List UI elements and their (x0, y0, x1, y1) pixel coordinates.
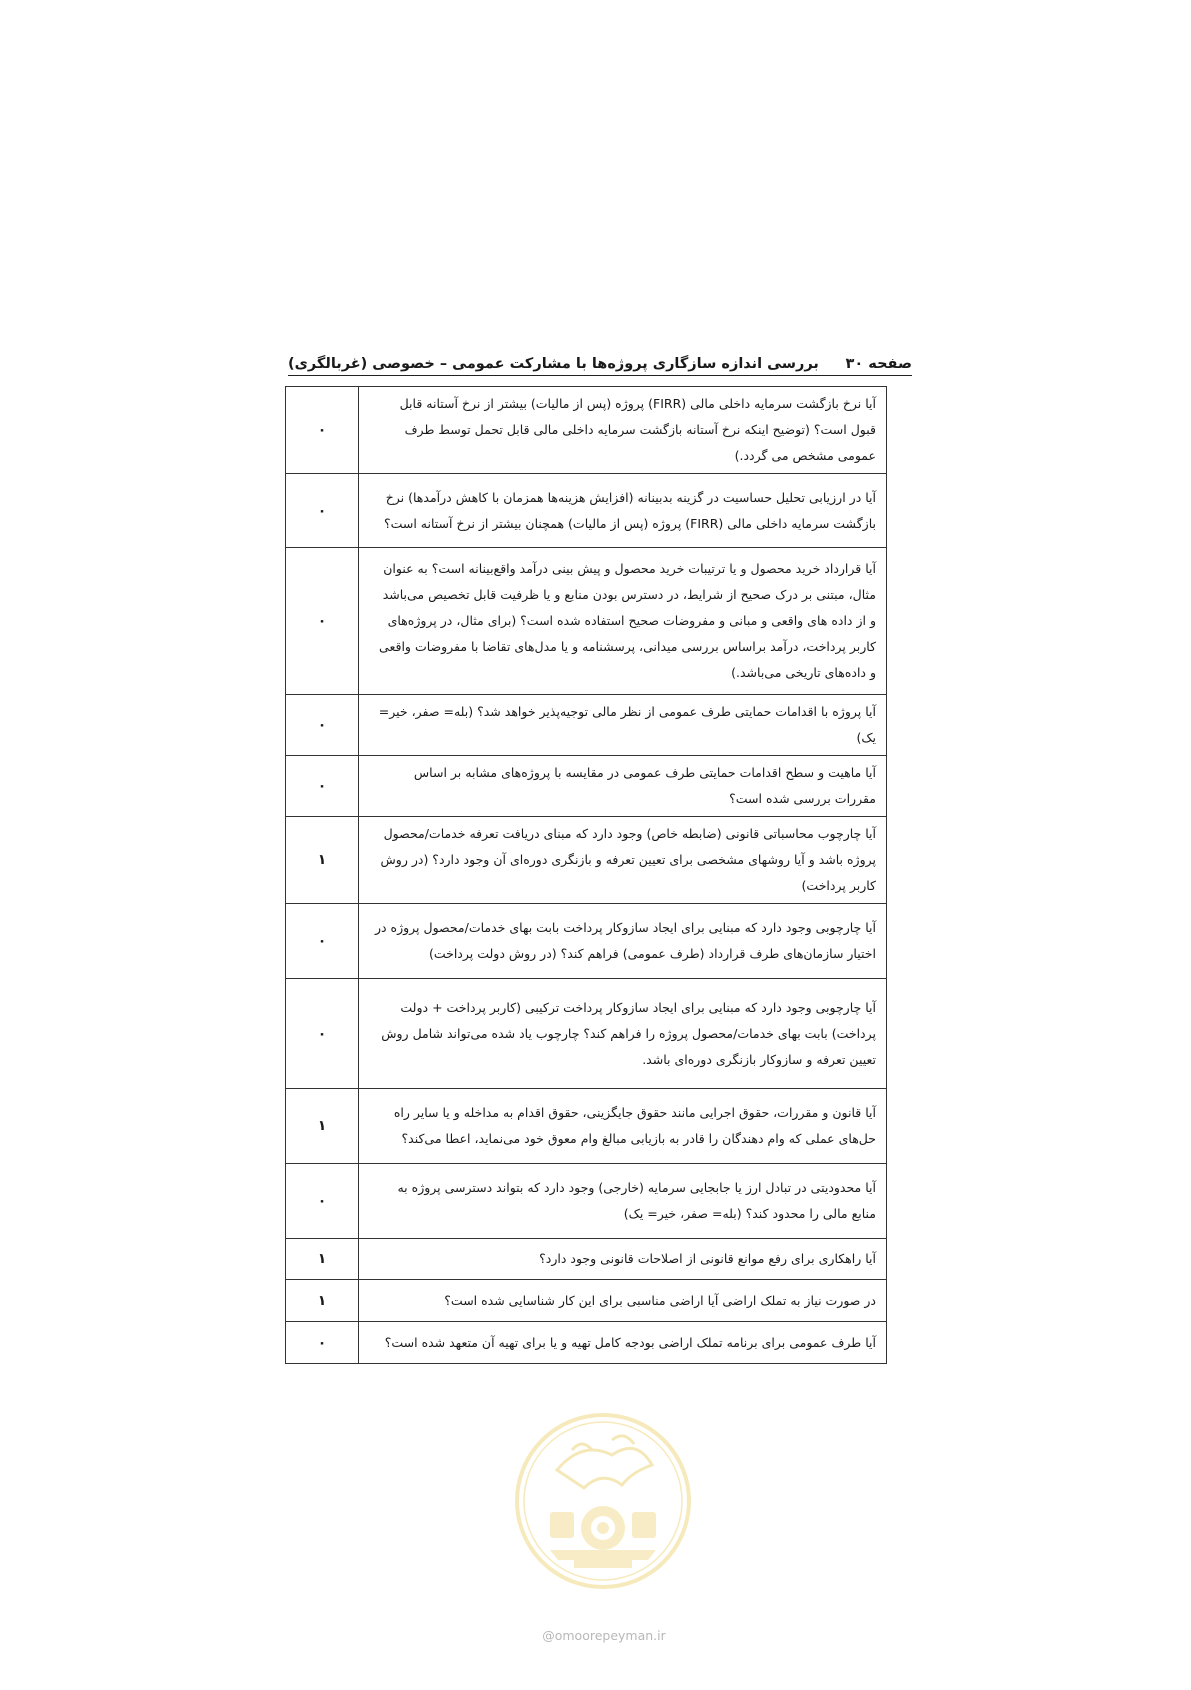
score-cell: ۰ (286, 1322, 359, 1364)
question-cell: آیا چارچوبی وجود دارد که مبنایی برای ایجاد سازوکار پرداخت ترکیبی (کاربر پرداخت + دولت پرداخت) بابت بهای خدمات/محصول پروژه را فراهم کند؟ چارچوب یاد شده می‌تواند شامل روش تعیین تعرفه و سازوکار بازنگری دوره‌ای باشد. (359, 979, 887, 1089)
score-cell: ۰ (286, 548, 359, 695)
question-cell: آیا نرخ بازگشت سرمایه داخلی مالی (FIRR) پروژه (پس از مالیات) بیشتر از نرخ آستانه قابل قبول است؟ (توضیح اینکه نرخ آستانه بازگشت سرمایه داخلی مالی قابل تحمل توسط طرف عمومی مشخص می گردد.) (359, 387, 887, 474)
score-cell: ۱ (286, 1089, 359, 1164)
score-cell: ۱ (286, 817, 359, 904)
score-cell: ۰ (286, 695, 359, 756)
table-row (286, 695, 887, 756)
table-row (286, 387, 887, 474)
table-row (286, 1239, 887, 1280)
table-row (286, 1322, 887, 1364)
score-cell: ۱ (286, 1239, 359, 1280)
question-cell: آیا پروژه با اقدامات حمایتی طرف عمومی از نظر مالی توجیه‌پذیر خواهد شد؟ (بله= صفر، خیر= یک) (359, 695, 887, 756)
site-watermark: @omoorepeyman.ir (542, 1628, 666, 1643)
score-cell: ۰ (286, 1164, 359, 1239)
question-cell: آیا ماهیت و سطح اقدامات حمایتی طرف عمومی در مقایسه با پروژه‌های مشابه بر اساس مقررات بررسی شده است؟ (359, 756, 887, 817)
table-row (286, 548, 887, 695)
score-cell: ۰ (286, 474, 359, 548)
question-cell: در صورت نیاز به تملک اراضی آیا اراضی مناسبی برای این کار شناسایی شده است؟ (359, 1280, 887, 1322)
question-cell: آیا در ارزیابی تحلیل حساسیت در گزینه بدبینانه (افزایش هزینه‌ها همزمان با کاهش درآمدها) نرخ بازگشت سرمایه داخلی مالی (FIRR) پروژه (پس از مالیات) همچنان بیشتر از نرخ آستانه است؟ (359, 474, 887, 548)
page-header (288, 352, 912, 376)
table-row (286, 474, 887, 548)
score-cell: ۰ (286, 387, 359, 474)
table-row (286, 904, 887, 979)
score-cell: ۰ (286, 756, 359, 817)
score-cell: ۰ (286, 904, 359, 979)
table-row (286, 756, 887, 817)
table-row (286, 1164, 887, 1239)
score-cell: ۱ (286, 1280, 359, 1322)
score-cell: ۰ (286, 979, 359, 1089)
question-cell: آیا چارچوب محاسباتی قانونی (ضابطه خاص) وجود دارد که مبنای دریافت تعرفه خدمات/محصول پروژه باشد و آیا روشهای مشخصی برای تعیین تعرفه و بازنگری دوره‌ای آن وجود دارد؟ (در روش کاربر پرداخت) (359, 817, 887, 904)
table-row (286, 817, 887, 904)
page-title: بررسی اندازه سازگاری پروژه‌ها با مشارکت عمومی – خصوصی (غربالگری) (288, 356, 819, 372)
table-row (286, 1089, 887, 1164)
table-row (286, 979, 887, 1089)
question-cell: آیا طرف عمومی برای برنامه تملک اراضی بودجه کامل تهیه و یا برای تهیه آن متعهد شده است؟ (359, 1322, 887, 1364)
table-row (286, 1280, 887, 1322)
question-cell: آیا چارچوبی وجود دارد که مبنایی برای ایجاد سازوکار پرداخت بابت بهای خدمات/محصول پروژه در اختیار سازمان‌های طرف قرارداد (طرف عمومی) فراهم کند؟ (در روش دولت پرداخت) (359, 904, 887, 979)
question-cell: آیا قرارداد خرید محصول و یا ترتیبات خرید محصول و پیش بینی درآمد واقع‌بینانه است؟ به عنوان مثال، مبتنی بر درک صحیح از شرایط، در دسترس بودن منابع و یا ظرفیت قابل تخصیص می‌باشد و از داده های واقعی و مبانی و مفروضات صحیح استفاده شده است؟ (برای مثال، در پروژه‌های کاربر پرداخت، درآمد براساس بررسی میدانی، پرسشنامه و یا مدل‌های تقاضا با مفروضات واقعی و داده‌های تاریخی می‌باشد.) (359, 548, 887, 695)
screening-table (285, 386, 887, 1364)
question-cell: آیا قانون و مقررات، حقوق اجرایی مانند حقوق جایگزینی، حقوق اقدام به مداخله و یا سایر راه حل‌های عملی که وام دهندگان را قادر به بازیابی مبالغ وام معوق خود می‌نماید، اعطا می‌کند؟ (359, 1089, 887, 1164)
question-cell: آیا راهکاری برای رفع موانع قانونی از اصلاحات قانونی وجود دارد؟ (359, 1239, 887, 1280)
watermark-logo-icon (512, 1410, 694, 1592)
page-number: صفحه ۳۰ (845, 356, 912, 372)
question-cell: آیا محدودیتی در تبادل ارز یا جابجایی سرمایه (خارجی) وجود دارد که بتواند دسترسی پروژه به منابع مالی را محدود کند؟ (بله= صفر، خیر= یک) (359, 1164, 887, 1239)
